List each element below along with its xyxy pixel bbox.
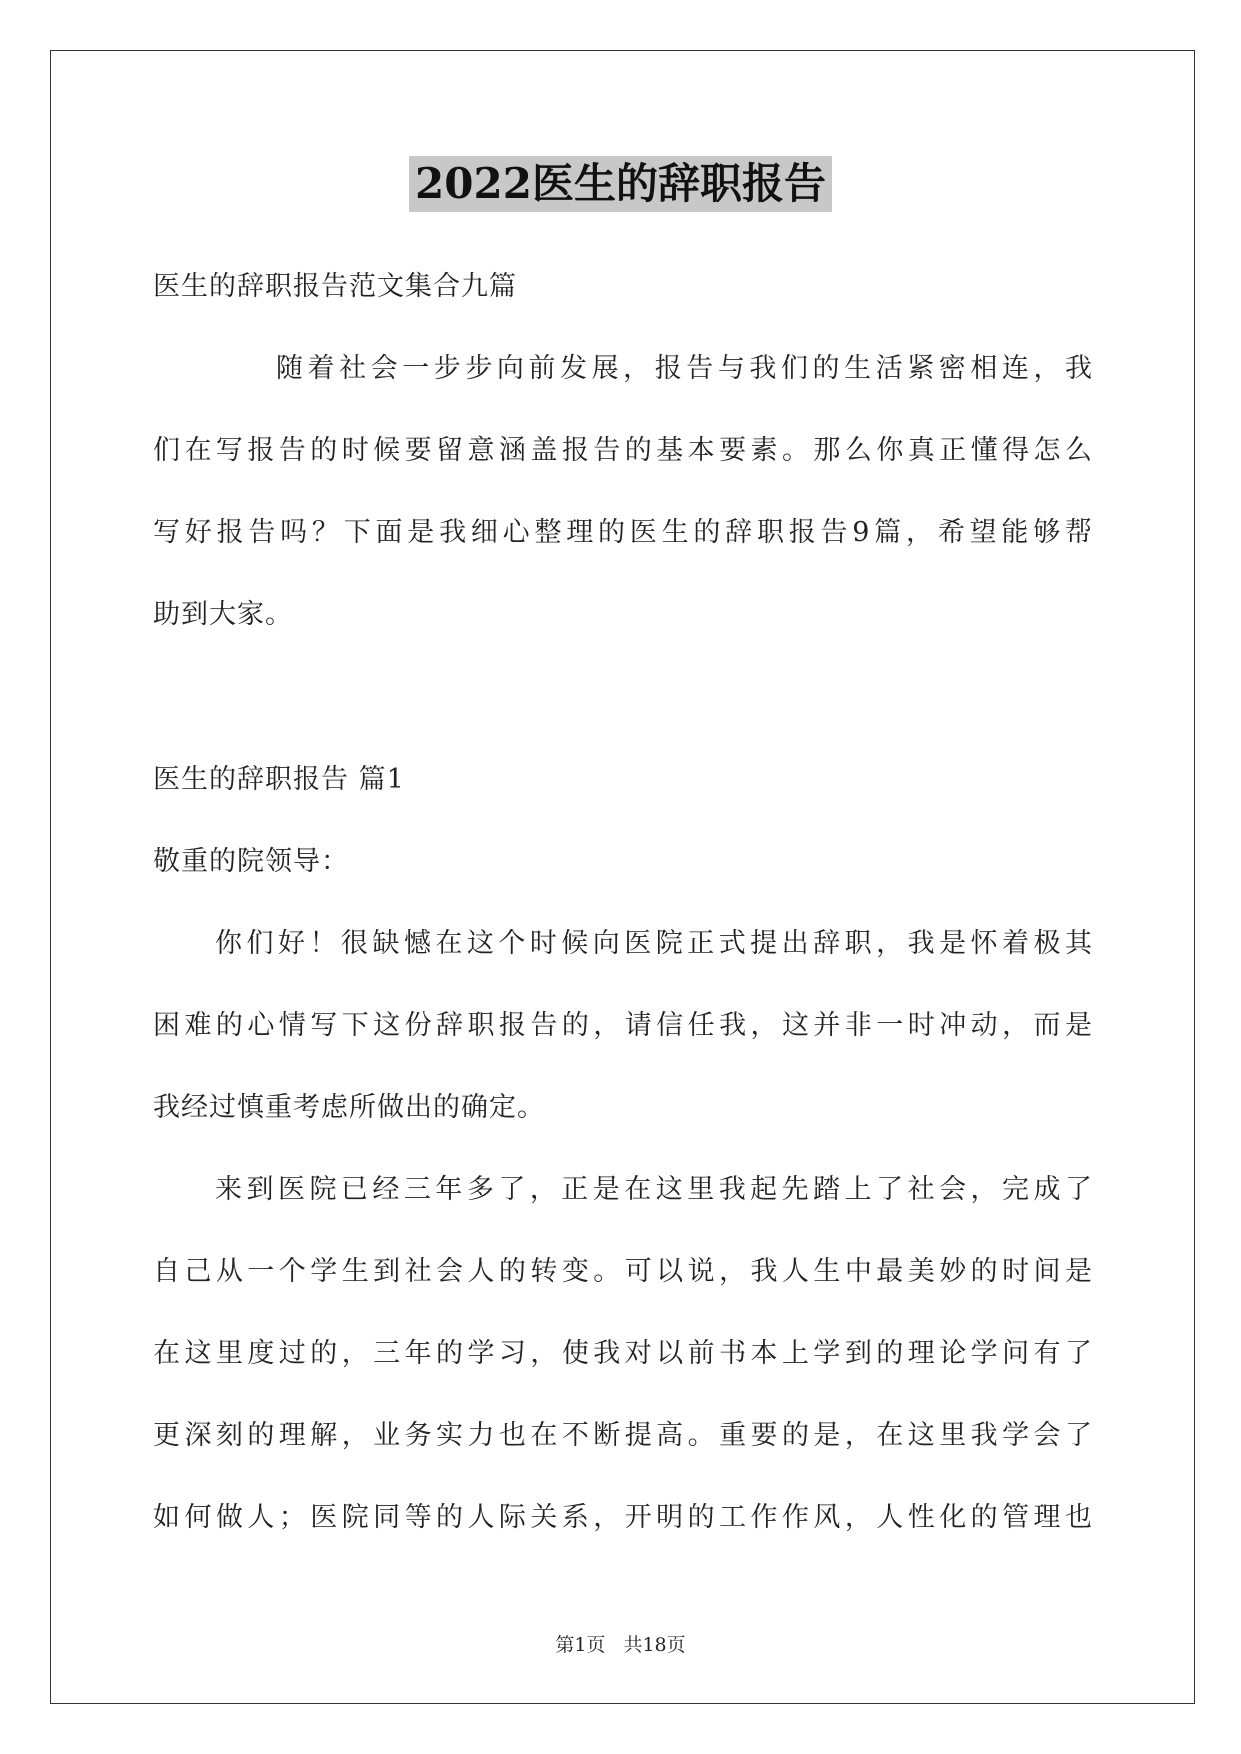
subtitle: 医生的辞职报告范文集合九篇 [153,271,517,302]
page-number: 第1页 [555,1634,606,1656]
intro-line: 随着社会一步步向前发展，报告与我们的生活紧密相连，我 [276,353,1093,384]
intro-line: 写好报告吗？下面是我细心整理的医生的辞职报告9篇，希望能够帮 [153,517,1093,548]
paragraph-line: 在这里度过的，三年的学习，使我对以前书本上学到的理论学问有了 [153,1338,1093,1369]
section-heading: 医生的辞职报告 篇1 [153,764,405,795]
paragraph-line: 来到医院已经三年多了，正是在这里我起先踏上了社会，完成了 [215,1174,1093,1205]
page-total: 共18页 [623,1634,686,1656]
paragraph-line: 如何做人；医院同等的人际关系，开明的工作作风，人性化的管理也 [153,1502,1093,1533]
page-title: 2022医生的辞职报告 [409,156,832,212]
salutation: 敬重的院领导： [153,846,349,877]
paragraph-line: 你们好！很缺憾在这个时候向医院正式提出辞职，我是怀着极其 [215,928,1093,959]
page-footer [0,1633,1241,1657]
title-container [0,156,1241,212]
intro-line: 助到大家。 [153,599,293,630]
intro-line: 们在写报告的时候要留意涵盖报告的基本要素。那么你真正懂得怎么 [153,435,1093,466]
paragraph-line: 自己从一个学生到社会人的转变。可以说，我人生中最美妙的时间是 [153,1256,1093,1287]
paragraph-line: 我经过慎重考虑所做出的确定。 [153,1092,545,1123]
paragraph-line: 困难的心情写下这份辞职报告的，请信任我，这并非一时冲动，而是 [153,1010,1093,1041]
paragraph-line: 更深刻的理解，业务实力也在不断提高。重要的是，在这里我学会了 [153,1420,1093,1451]
